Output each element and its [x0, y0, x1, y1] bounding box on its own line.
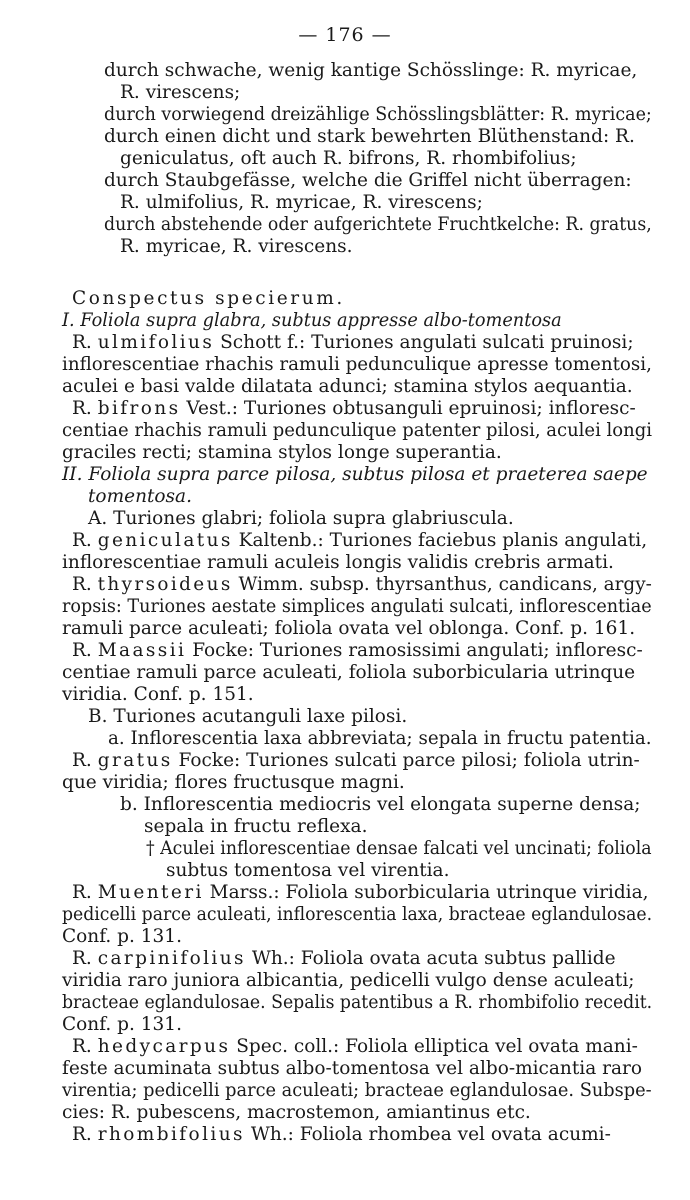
species-name: Maassii: [97, 640, 187, 661]
text-run: Marss.: Foliola suborbicularia utrinque viridia,: [203, 882, 649, 903]
text-run: R.: [72, 948, 98, 969]
text-run: centiae rhachis ramuli pedunculique patenter pilosi, aculei longi: [62, 420, 652, 441]
conspectus-line: [62, 442, 502, 464]
text-run: Conf. p. 131.: [62, 1014, 182, 1035]
species-name: Muenteri: [97, 882, 204, 903]
conspectus-line: [62, 464, 652, 486]
italic-heading: II. Foliola supra parce pilosa, subtus pilosa et praeterea saepe: [62, 464, 648, 485]
conspectus-line: [72, 398, 652, 420]
conspectus-line: [62, 926, 182, 948]
text-run: que viridia; flores fructusque magni.: [62, 772, 405, 793]
conspectus-line: [62, 552, 614, 574]
intro-line: durch schwache, wenig kantige Schösslinge: R. myricae,: [104, 60, 638, 81]
species-name: gratus: [97, 750, 173, 771]
conspectus-line: [62, 772, 405, 794]
intro-line: R. ulmifolius, R. myricae, R. virescens;: [120, 192, 483, 213]
conspectus-line: [62, 904, 653, 926]
text-run: a. Inflorescentia laxa abbreviata; sepala in fructu patentia.: [108, 728, 652, 749]
text-run: Focke: Turiones sulcati parce pilosi; foliola utrin-: [172, 750, 640, 771]
text-run: Wh.: Foliola ovata acuta subtus pallide: [245, 948, 616, 969]
intro-line: durch vorwiegend dreizählige Schösslingsblätter: R. myricae;: [104, 104, 652, 125]
conspectus-line: [62, 970, 652, 992]
text-run: R.: [72, 882, 98, 903]
conspectus-line: [62, 354, 652, 376]
text-run: Wh.: Foliola rhombea vel ovata acumi-: [244, 1124, 611, 1145]
conspectus-line: [72, 1036, 652, 1058]
text-run: virentia; pedicelli parce aculeati; bracteae eglandulosae. Subspe-: [62, 1080, 652, 1101]
text-run: R.: [72, 1124, 98, 1145]
intro-line: durch einen dicht und stark bewehrten Blüthenstand: R.: [104, 126, 635, 147]
text-run: pedicelli parce aculeati, inflorescentia laxa, bracteae eglandulosae.: [62, 904, 653, 925]
text-run: bracteae eglandulosae. Sepalis patentibus a R. rhombifolio recedit.: [62, 992, 653, 1013]
conspectus-line: [88, 508, 514, 530]
intro-line: geniculatus, oft auch R. bifrons, R. rhombifolius;: [120, 148, 577, 169]
section-heading: Conspectus specierum.: [72, 288, 345, 309]
text-run: centiae ramuli parce aculeati, foliola suborbicularia utrinque: [62, 662, 636, 683]
text-run: R.: [72, 332, 98, 353]
conspectus-line: [62, 1014, 182, 1036]
text-run: Kaltenb.: Turiones faciebus planis angulati,: [232, 530, 648, 551]
conspectus-line: [72, 574, 652, 596]
species-name: bifrons: [97, 398, 181, 419]
conspectus-line: [88, 486, 192, 508]
species-name: carpinifolius: [97, 948, 246, 969]
conspectus-line: [62, 376, 633, 398]
text-run: R.: [72, 398, 98, 419]
species-name: thyrsoideus: [97, 574, 233, 595]
text-run: A. Turiones glabri; foliola supra glabriuscula.: [88, 508, 514, 529]
text-run: R.: [72, 574, 98, 595]
species-name: rhombifolius: [97, 1124, 245, 1145]
text-run: graciles recti; stamina stylos longe superantia.: [62, 442, 502, 463]
text-run: feste acuminata subtus albo-tomentosa vel albo-micantia raro: [62, 1058, 642, 1079]
text-run: sepala in fructu reflexa.: [144, 816, 368, 837]
species-name: geniculatus: [97, 530, 233, 551]
text-run: † Aculei inflorescentiae densae falcati vel uncinati; foliola: [146, 838, 652, 859]
text-run: viridia. Conf. p. 151.: [62, 684, 254, 705]
conspectus-line: [72, 948, 652, 970]
text-run: Schott f.: Turiones angulati sulcati pruinosi;: [214, 332, 634, 353]
conspectus-line: [72, 1124, 652, 1146]
text-run: R.: [72, 530, 98, 551]
text-run: Conf. p. 131.: [62, 926, 182, 947]
intro-line: R. myricae, R. virescens.: [120, 236, 353, 257]
text-run: aculei e basi valde dilatata adunci; stamina stylos aequantia.: [62, 376, 633, 397]
italic-heading: tomentosa.: [88, 486, 192, 507]
conspectus-line: [88, 706, 407, 728]
species-name: hedycarpus: [97, 1036, 231, 1057]
text-run: viridia raro juniora albicantia, pedicelli vulgo dense aculeati;: [62, 970, 635, 991]
text-run: Focke: Turiones ramosissimi angulati; infloresc-: [186, 640, 643, 661]
conspectus-line: [144, 816, 367, 838]
conspectus-line: [166, 860, 449, 882]
conspectus-line: [108, 728, 652, 750]
conspectus-line: [62, 1080, 652, 1102]
text-run: Wimm. subsp. thyrsanthus, candicans, argy-: [232, 574, 652, 595]
conspectus-line: [62, 618, 652, 640]
text-run: R.: [72, 1036, 98, 1057]
species-name: ulmifolius: [97, 332, 215, 353]
conspectus-line: [62, 992, 653, 1014]
intro-line: R. virescens;: [120, 82, 241, 103]
text-run: R.: [72, 640, 98, 661]
conspectus-line: [62, 684, 254, 706]
conspectus-line: [62, 310, 562, 332]
conspectus-line: [72, 640, 652, 662]
italic-heading: I. Foliola supra glabra, subtus appresse albo-tomentosa: [62, 310, 562, 331]
text-run: inflorescentiae rhachis ramuli pedunculique apresse tomentosi,: [62, 354, 652, 375]
conspectus-line: [120, 794, 652, 816]
conspectus-line: [62, 662, 652, 684]
text-run: b. Inflorescentia mediocris vel elongata superne densa;: [120, 794, 641, 815]
conspectus-line: [62, 1102, 531, 1124]
conspectus-line: [72, 882, 652, 904]
page-number: — 176 —: [298, 24, 392, 46]
conspectus-line: [72, 332, 652, 354]
intro-line: durch abstehende oder aufgerichtete Fruchtkelche: R. gratus,: [104, 214, 652, 235]
conspectus-line: [72, 750, 652, 772]
text-run: ropsis: Turiones aestate simplices angulati sulcati, inflorescentiae: [62, 596, 652, 617]
text-run: inflorescentiae ramuli aculeis longis validis crebris armati.: [62, 552, 614, 573]
text-run: ramuli parce aculeati; foliola ovata vel oblonga. Conf. p. 161.: [62, 618, 636, 639]
text-run: B. Turiones acutanguli laxe pilosi.: [88, 706, 408, 727]
conspectus-line: [62, 1058, 652, 1080]
text-run: R.: [72, 750, 98, 771]
conspectus-line: [146, 838, 652, 860]
conspectus-line: [62, 596, 652, 618]
text-run: cies: R. pubescens, macrostemon, amiantinus etc.: [62, 1102, 531, 1123]
conspectus-line: [72, 530, 662, 552]
text-run: Spec. coll.: Foliola elliptica vel ovata mani-: [230, 1036, 638, 1057]
conspectus-line: [62, 420, 652, 442]
text-run: Vest.: Turiones obtusanguli epruinosi; infloresc-: [180, 398, 636, 419]
text-run: subtus tomentosa vel virentia.: [166, 860, 450, 881]
intro-line: durch Staubgefässe, welche die Griffel nicht überragen:: [104, 170, 632, 191]
